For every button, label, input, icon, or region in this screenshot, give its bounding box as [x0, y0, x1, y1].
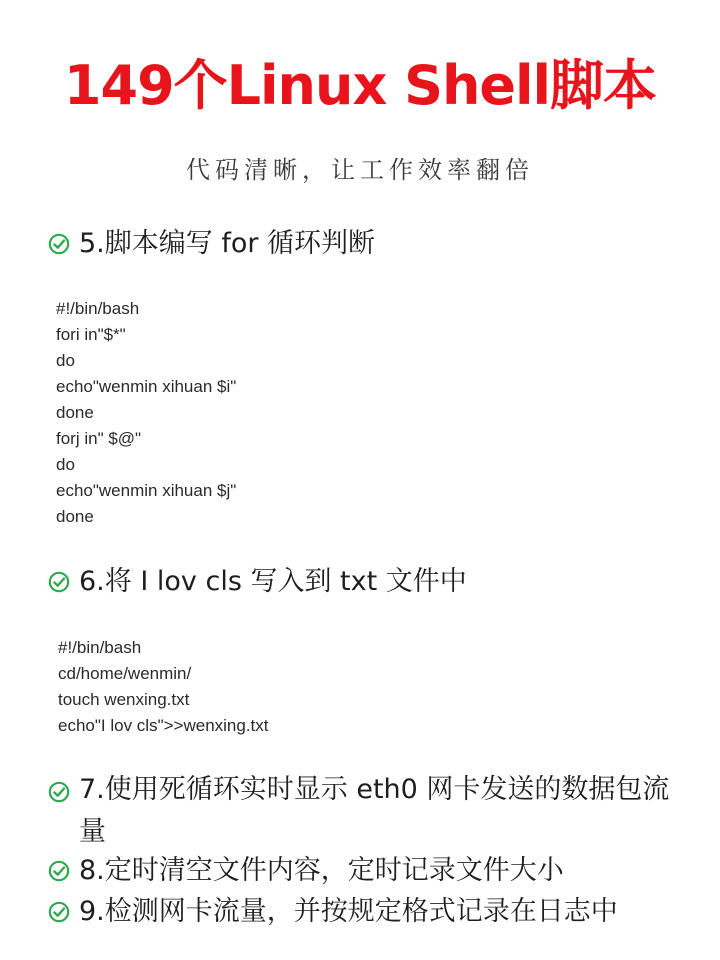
- code-block-6: [58, 635, 269, 739]
- code-line: do: [56, 455, 75, 474]
- section-heading-text: 8.定时清空文件内容，定时记录文件大小: [79, 855, 564, 886]
- check-circle-icon: [48, 781, 70, 803]
- section-heading-6: [48, 559, 467, 605]
- section-heading-8: [48, 848, 564, 894]
- check-circle-icon: [48, 901, 70, 923]
- section-heading-text: 5.脚本编写 for 循环判断: [79, 228, 376, 259]
- code-block-5: [56, 296, 236, 530]
- section-heading-text: 7.使用死循环实时显示 eth0 网卡发送的数据包流量: [79, 774, 670, 847]
- code-line: echo"wenmin xihuan $i": [56, 377, 237, 396]
- code-line: done: [56, 403, 94, 422]
- code-line: done: [56, 507, 94, 526]
- check-circle-icon: [48, 571, 70, 593]
- code-line: #!/bin/bash: [56, 299, 140, 318]
- code-line: do: [56, 351, 75, 370]
- check-circle-icon: [48, 860, 70, 882]
- code-line: echo"I lov cls">>wenxing.txt: [58, 716, 269, 735]
- check-circle-icon: [48, 233, 70, 255]
- section-heading-7: [48, 769, 691, 853]
- code-line: touch wenxing.txt: [58, 690, 190, 709]
- code-line: fori in"$*": [56, 325, 126, 344]
- page-subtitle: 代码清晰，让工作效率翻倍: [186, 156, 534, 184]
- section-heading-5: [48, 221, 375, 267]
- code-line: echo"wenmin xihuan $j": [56, 481, 237, 500]
- code-line: forj in" $@": [56, 429, 142, 448]
- section-heading-text: 9.检测网卡流量，并按规定格式记录在日志中: [79, 896, 618, 927]
- code-line: cd/home/wenmin/: [58, 664, 192, 683]
- page-title: 149个Linux Shell脚本: [63, 54, 657, 117]
- section-heading-9: [48, 889, 618, 935]
- code-line: #!/bin/bash: [58, 638, 142, 657]
- section-heading-text: 6.将 I lov cls 写入到 txt 文件中: [79, 566, 467, 597]
